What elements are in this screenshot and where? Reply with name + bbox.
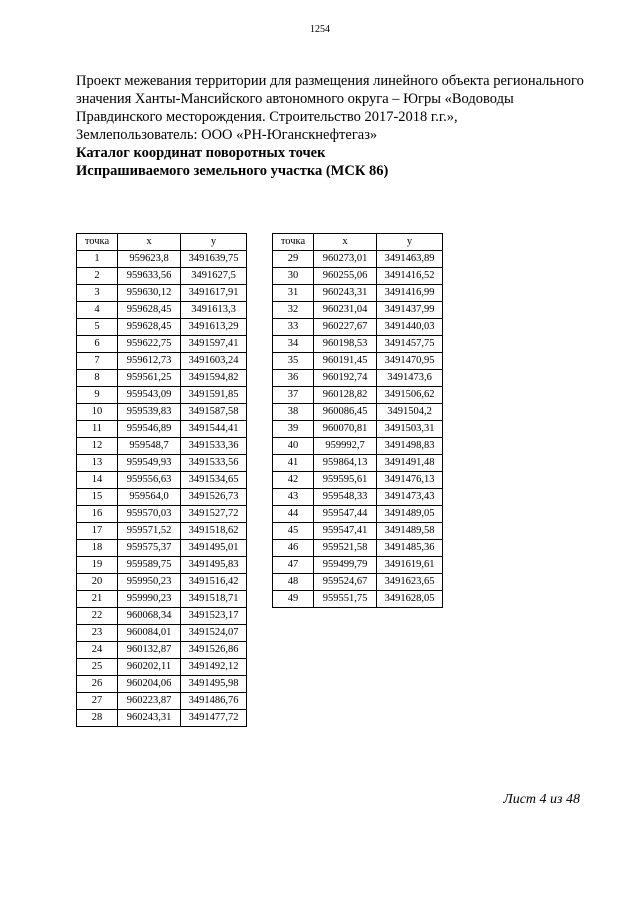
cell-point: 34: [273, 336, 314, 353]
cell-point: 11: [77, 421, 118, 438]
cell-x: 959575,37: [118, 540, 181, 557]
column-header-point: точка: [77, 234, 118, 251]
cell-y: 3491533,56: [181, 455, 247, 472]
table-row: [77, 489, 247, 506]
cell-point: 46: [273, 540, 314, 557]
header-line: значения Ханты-Мансийского автономного округа – Югры «Водоводы: [76, 91, 514, 107]
cell-x: 960227,67: [314, 319, 377, 336]
column-header-x: x: [118, 234, 181, 251]
document-header: [76, 72, 596, 180]
cell-x: 959546,89: [118, 421, 181, 438]
cell-x: 960192,74: [314, 370, 377, 387]
cell-x: 959561,25: [118, 370, 181, 387]
cell-x: 960068,34: [118, 608, 181, 625]
cell-y: 3491492,12: [181, 659, 247, 676]
cell-point: 28: [77, 710, 118, 727]
cell-y: 3491503,31: [377, 421, 443, 438]
table-row: [273, 574, 443, 591]
table-row: [77, 608, 247, 625]
cell-y: 3491617,91: [181, 285, 247, 302]
cell-x: 959628,45: [118, 302, 181, 319]
cell-x: 959595,61: [314, 472, 377, 489]
cell-y: 3491476,13: [377, 472, 443, 489]
cell-x: 960223,87: [118, 693, 181, 710]
cell-x: 959548,7: [118, 438, 181, 455]
cell-y: 3491627,5: [181, 268, 247, 285]
cell-x: 959551,75: [314, 591, 377, 608]
table-row: [273, 438, 443, 455]
cell-x: 960198,53: [314, 336, 377, 353]
cell-y: 3491518,62: [181, 523, 247, 540]
cell-point: 12: [77, 438, 118, 455]
sheet-counter: Лист 4 из 48: [503, 792, 580, 807]
header-line: Правдинского месторождения. Строительство 2017-2018 г.г.»,: [76, 109, 458, 125]
cell-x: 959623,8: [118, 251, 181, 268]
table-row: [77, 659, 247, 676]
table-row: [77, 591, 247, 608]
cell-x: 959612,73: [118, 353, 181, 370]
cell-y: 3491518,71: [181, 591, 247, 608]
cell-point: 6: [77, 336, 118, 353]
cell-point: 13: [77, 455, 118, 472]
table-row: [273, 285, 443, 302]
cell-point: 47: [273, 557, 314, 574]
cell-y: 3491533,36: [181, 438, 247, 455]
table-row: [273, 455, 443, 472]
cell-point: 17: [77, 523, 118, 540]
cell-point: 1: [77, 251, 118, 268]
cell-x: 959549,93: [118, 455, 181, 472]
table-row: [273, 387, 443, 404]
cell-y: 3491523,17: [181, 608, 247, 625]
cell-x: 959539,83: [118, 404, 181, 421]
cell-y: 3491587,58: [181, 404, 247, 421]
table-row: [77, 404, 247, 421]
cell-point: 2: [77, 268, 118, 285]
cell-y: 3491440,03: [377, 319, 443, 336]
table-row: [77, 302, 247, 319]
cell-x: 959571,52: [118, 523, 181, 540]
table-row: [77, 319, 247, 336]
cell-point: 25: [77, 659, 118, 676]
cell-y: 3491524,07: [181, 625, 247, 642]
cell-x: 959547,41: [314, 523, 377, 540]
cell-point: 41: [273, 455, 314, 472]
cell-point: 16: [77, 506, 118, 523]
cell-point: 27: [77, 693, 118, 710]
cell-y: 3491527,72: [181, 506, 247, 523]
table-row: [77, 557, 247, 574]
column-header-x: x: [314, 234, 377, 251]
cell-point: 20: [77, 574, 118, 591]
cell-point: 43: [273, 489, 314, 506]
table-row: [273, 302, 443, 319]
cell-x: 960070,81: [314, 421, 377, 438]
cell-y: 3491485,36: [377, 540, 443, 557]
cell-y: 3491457,75: [377, 336, 443, 353]
column-header-y: y: [377, 234, 443, 251]
table-row: [77, 693, 247, 710]
cell-point: 8: [77, 370, 118, 387]
cell-x: 960273,01: [314, 251, 377, 268]
cell-x: 960204,06: [118, 676, 181, 693]
table-row: [77, 642, 247, 659]
table-row: [77, 710, 247, 727]
header-line: Проект межевания территории для размещения линейного объекта регионального: [76, 73, 584, 89]
table-row: [273, 557, 443, 574]
cell-y: 3491463,89: [377, 251, 443, 268]
cell-point: 5: [77, 319, 118, 336]
cell-x: 959524,67: [314, 574, 377, 591]
cell-x: 959547,44: [314, 506, 377, 523]
cell-y: 3491489,05: [377, 506, 443, 523]
table-header-row: [77, 234, 247, 251]
cell-point: 35: [273, 353, 314, 370]
table-row: [273, 319, 443, 336]
cell-x: 960231,04: [314, 302, 377, 319]
cell-point: 4: [77, 302, 118, 319]
cell-x: 959628,45: [118, 319, 181, 336]
cell-x: 959992,7: [314, 438, 377, 455]
cell-y: 3491591,85: [181, 387, 247, 404]
cell-x: 959589,75: [118, 557, 181, 574]
cell-y: 3491437,99: [377, 302, 443, 319]
header-line: Землепользователь: ООО «РН-Юганскнефтегаз»: [76, 127, 378, 143]
cell-point: 3: [77, 285, 118, 302]
cell-y: 3491613,3: [181, 302, 247, 319]
cell-point: 48: [273, 574, 314, 591]
table-row: [77, 251, 247, 268]
table-body-right: [273, 251, 443, 608]
cell-point: 15: [77, 489, 118, 506]
table-row: [77, 421, 247, 438]
cell-point: 38: [273, 404, 314, 421]
table-row: [77, 285, 247, 302]
cell-point: 26: [77, 676, 118, 693]
cell-x: 960128,82: [314, 387, 377, 404]
cell-point: 32: [273, 302, 314, 319]
table-row: [273, 506, 443, 523]
cell-point: 39: [273, 421, 314, 438]
cell-x: 959548,33: [314, 489, 377, 506]
cell-y: 3491628,05: [377, 591, 443, 608]
cell-x: 959570,03: [118, 506, 181, 523]
table-row: [77, 506, 247, 523]
cell-x: 959543,09: [118, 387, 181, 404]
cell-point: 9: [77, 387, 118, 404]
cell-point: 10: [77, 404, 118, 421]
cell-point: 33: [273, 319, 314, 336]
table-row: [77, 625, 247, 642]
table-header-row: [273, 234, 443, 251]
table-row: [77, 523, 247, 540]
cell-point: 49: [273, 591, 314, 608]
cell-point: 45: [273, 523, 314, 540]
table-row: [273, 472, 443, 489]
cell-y: 3491594,82: [181, 370, 247, 387]
cell-x: 959622,75: [118, 336, 181, 353]
cell-point: 22: [77, 608, 118, 625]
table-row: [273, 336, 443, 353]
cell-x: 959499,79: [314, 557, 377, 574]
table-row: [77, 353, 247, 370]
cell-y: 3491416,52: [377, 268, 443, 285]
cell-x: 959630,12: [118, 285, 181, 302]
table-row: [273, 591, 443, 608]
column-header-y: y: [181, 234, 247, 251]
cell-y: 3491473,43: [377, 489, 443, 506]
cell-x: 959990,23: [118, 591, 181, 608]
cell-y: 3491597,41: [181, 336, 247, 353]
cell-point: 31: [273, 285, 314, 302]
table-row: [273, 540, 443, 557]
cell-y: 3491544,41: [181, 421, 247, 438]
table-row: [273, 404, 443, 421]
table-row: [273, 251, 443, 268]
cell-y: 3491473,6: [377, 370, 443, 387]
cell-x: 960255,06: [314, 268, 377, 285]
cell-y: 3491613,29: [181, 319, 247, 336]
cell-point: 44: [273, 506, 314, 523]
cell-y: 3491416,99: [377, 285, 443, 302]
cell-point: 29: [273, 251, 314, 268]
cell-y: 3491526,73: [181, 489, 247, 506]
cell-y: 3491495,98: [181, 676, 247, 693]
cell-x: 960243,31: [118, 710, 181, 727]
table-row: [77, 540, 247, 557]
table-row: [77, 472, 247, 489]
coordinates-table-right: [272, 233, 443, 608]
catalog-subtitle: Испрашиваемого земельного участка (МСК 86): [76, 163, 389, 179]
cell-x: 959633,56: [118, 268, 181, 285]
catalog-title: Каталог координат поворотных точек: [76, 145, 326, 161]
cell-y: 3491504,2: [377, 404, 443, 421]
cell-y: 3491526,86: [181, 642, 247, 659]
cell-point: 42: [273, 472, 314, 489]
cell-y: 3491619,61: [377, 557, 443, 574]
table-body-left: [77, 251, 247, 727]
cell-y: 3491516,42: [181, 574, 247, 591]
cell-y: 3491470,95: [377, 353, 443, 370]
cell-x: 959564,0: [118, 489, 181, 506]
cell-point: 40: [273, 438, 314, 455]
table-row: [273, 370, 443, 387]
cell-y: 3491498,83: [377, 438, 443, 455]
cell-x: 960086,45: [314, 404, 377, 421]
cell-y: 3491534,65: [181, 472, 247, 489]
cell-x: 959556,63: [118, 472, 181, 489]
cell-y: 3491491,48: [377, 455, 443, 472]
cell-x: 959864,13: [314, 455, 377, 472]
cell-point: 18: [77, 540, 118, 557]
table-row: [273, 268, 443, 285]
cell-x: 960132,87: [118, 642, 181, 659]
table-row: [273, 421, 443, 438]
table-row: [77, 574, 247, 591]
cell-x: 960084,01: [118, 625, 181, 642]
cell-x: 960191,45: [314, 353, 377, 370]
cell-point: 14: [77, 472, 118, 489]
cell-point: 36: [273, 370, 314, 387]
cell-y: 3491623,65: [377, 574, 443, 591]
cell-point: 19: [77, 557, 118, 574]
table-row: [77, 336, 247, 353]
cell-y: 3491489,58: [377, 523, 443, 540]
cell-point: 30: [273, 268, 314, 285]
cell-y: 3491603,24: [181, 353, 247, 370]
table-row: [273, 523, 443, 540]
table-row: [77, 370, 247, 387]
cell-point: 37: [273, 387, 314, 404]
cell-y: 3491495,01: [181, 540, 247, 557]
cell-x: 960202,11: [118, 659, 181, 676]
cell-y: 3491639,75: [181, 251, 247, 268]
cell-x: 960243,31: [314, 285, 377, 302]
table-row: [77, 268, 247, 285]
table-row: [77, 387, 247, 404]
page-number: 1254: [310, 24, 330, 35]
coordinates-table-left: [76, 233, 247, 727]
table-row: [77, 438, 247, 455]
cell-point: 7: [77, 353, 118, 370]
table-row: [77, 455, 247, 472]
cell-y: 3491477,72: [181, 710, 247, 727]
cell-point: 24: [77, 642, 118, 659]
cell-point: 23: [77, 625, 118, 642]
table-row: [273, 489, 443, 506]
cell-y: 3491506,62: [377, 387, 443, 404]
table-row: [273, 353, 443, 370]
cell-x: 959950,23: [118, 574, 181, 591]
table-row: [77, 676, 247, 693]
cell-y: 3491486,76: [181, 693, 247, 710]
cell-x: 959521,58: [314, 540, 377, 557]
cell-point: 21: [77, 591, 118, 608]
column-header-point: точка: [273, 234, 314, 251]
cell-y: 3491495,83: [181, 557, 247, 574]
